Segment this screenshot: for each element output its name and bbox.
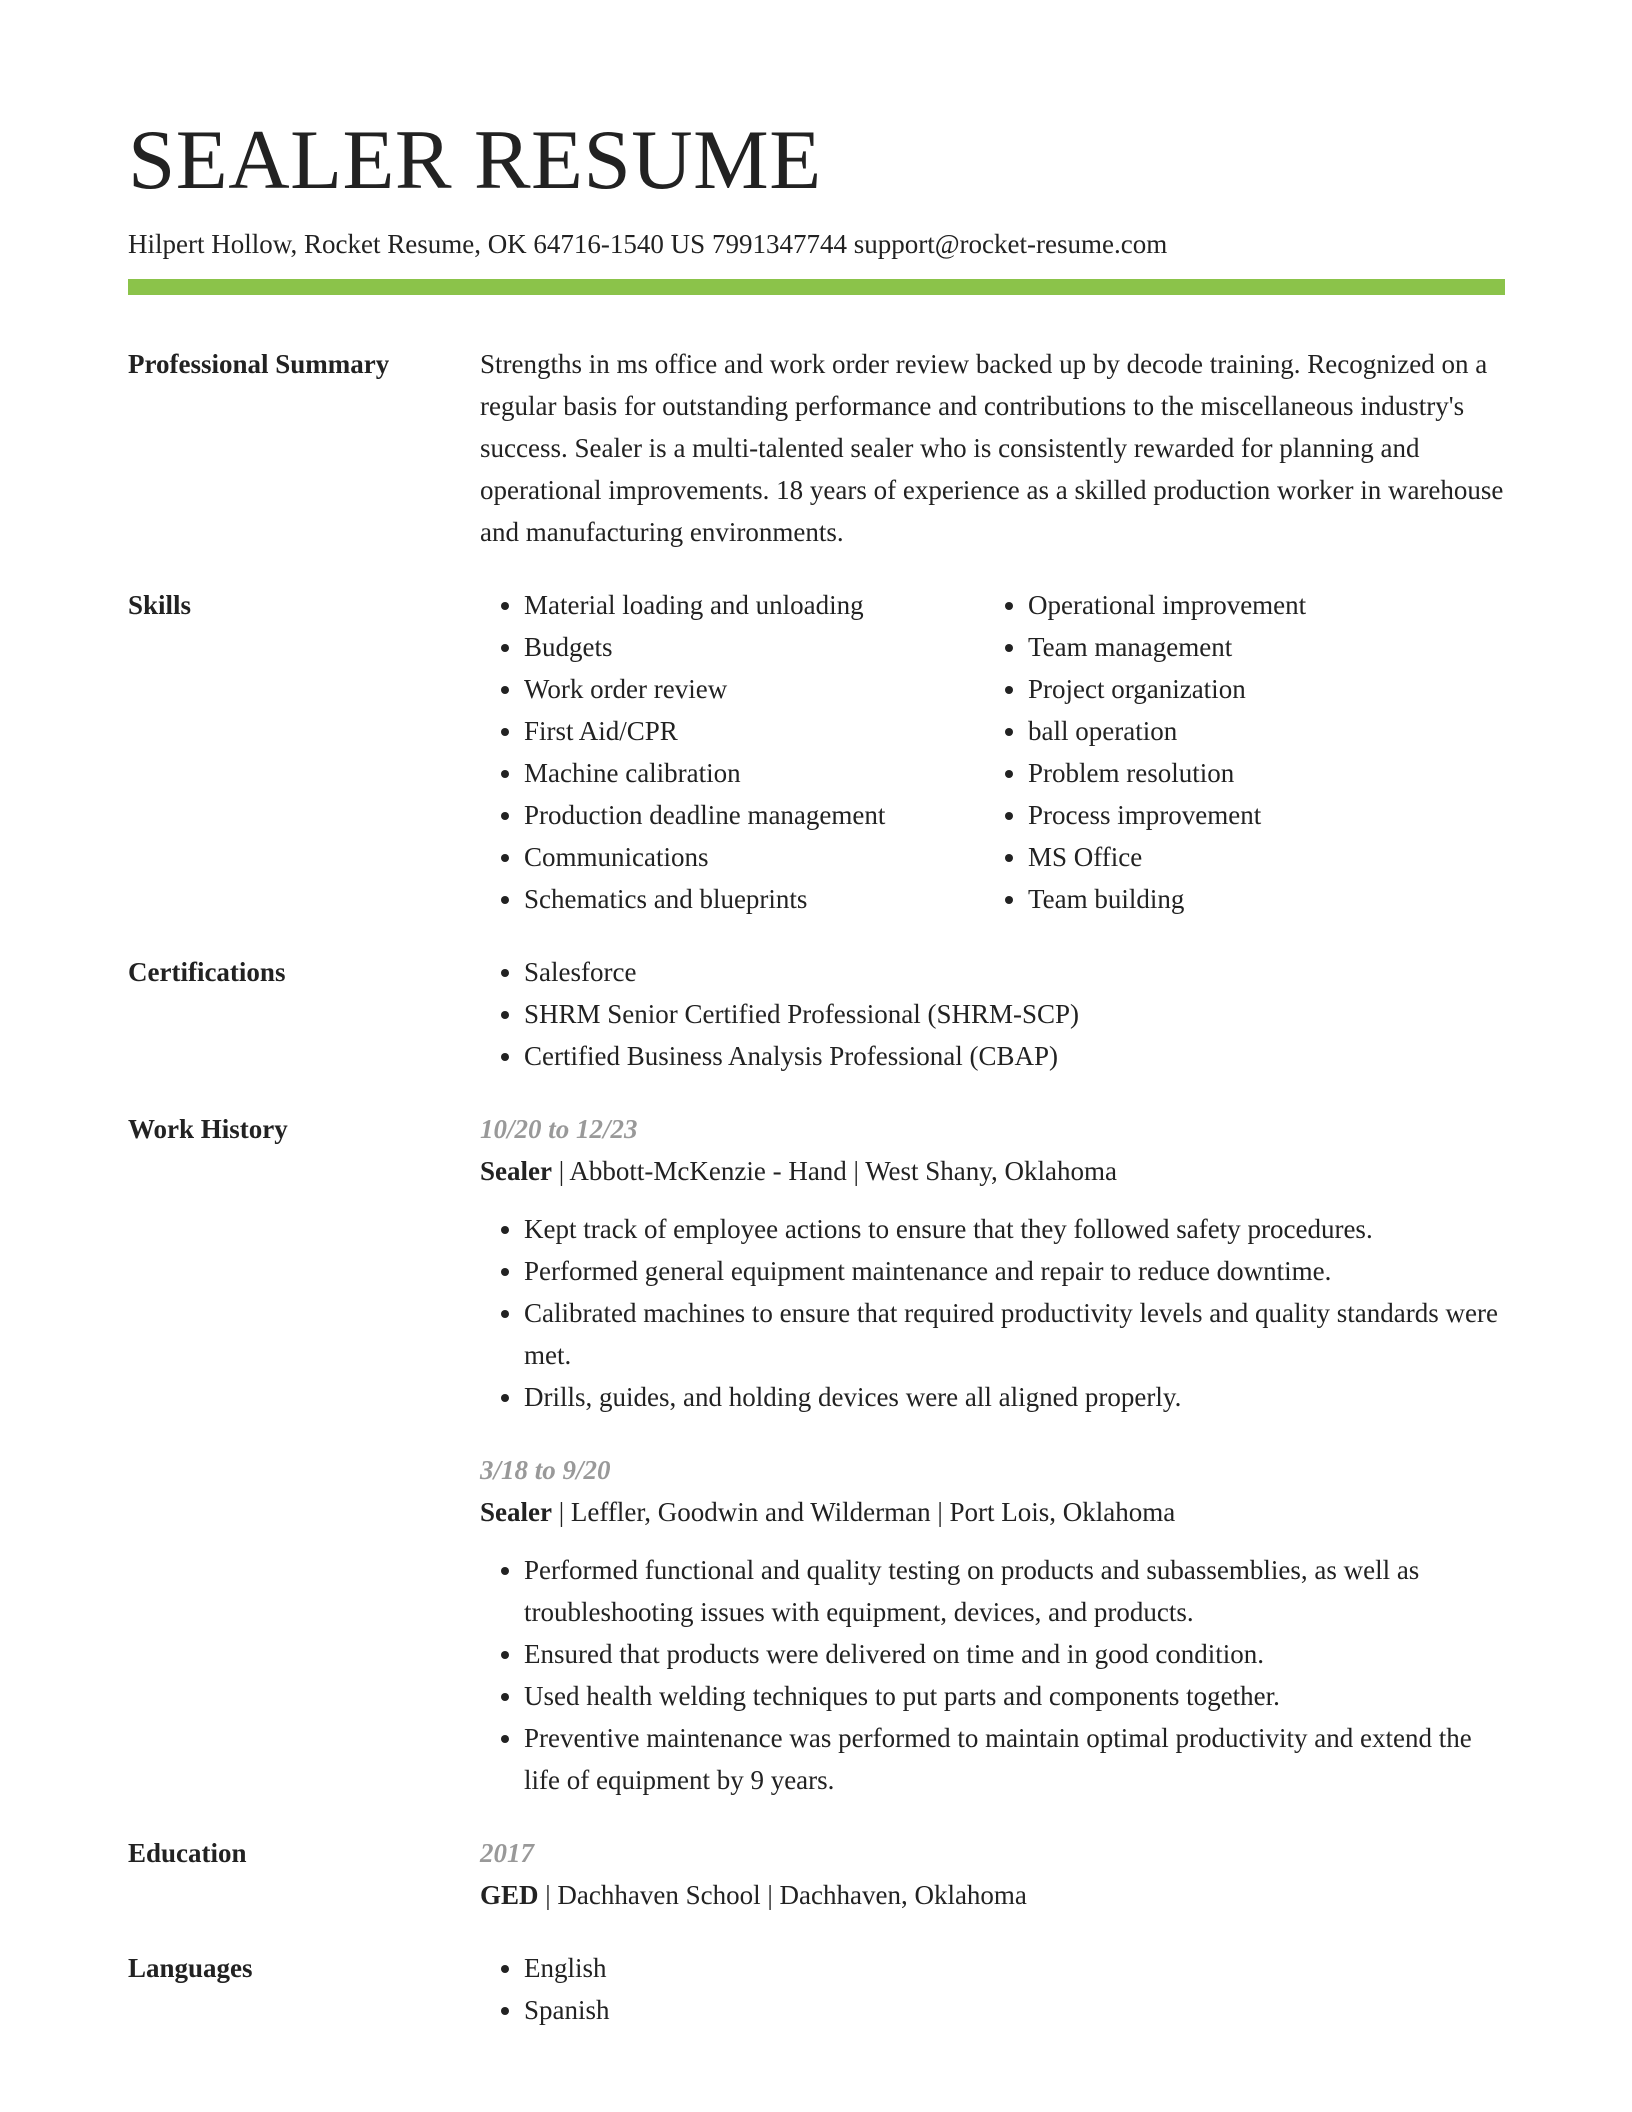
skill-item: • Problem resolution: [1028, 752, 1488, 794]
job-bullet: • Performed functional and quality testing on products and subassemblies, as well as troubleshooting issues with equipment, devices, and products.: [524, 1549, 1504, 1633]
skills-section: [128, 584, 1504, 920]
education-degree: GED: [480, 1880, 539, 1911]
contact-line: Hilpert Hollow, Rocket Resume, OK 64716-1540 US 7991347744 support@rocket-resume.com: [128, 229, 1168, 259]
skill-item: • First Aid/CPR: [524, 710, 984, 752]
job-title: Sealer: [480, 1156, 552, 1187]
skills-column-2: [984, 584, 1488, 920]
job-dates: 10/20 to 12/23: [480, 1114, 638, 1145]
job-bullet: • Ensured that products were delivered on time and in good condition.: [524, 1633, 1504, 1675]
education-year: 2017: [480, 1838, 534, 1869]
language-item: • Spanish: [524, 1989, 1504, 2031]
skill-item: • Team building: [1028, 878, 1488, 920]
skill-item: • Work order review: [524, 668, 984, 710]
job-bullet: • Used health welding techniques to put parts and components together.: [524, 1675, 1504, 1717]
job-details: | Abbott-McKenzie - Hand | West Shany, Oklahoma: [551, 1156, 1118, 1187]
job-heading: [480, 1150, 1504, 1192]
section-label-summary: Professional Summary: [128, 349, 390, 380]
job-entry: [480, 1449, 1504, 1801]
job-entry: [480, 1108, 1504, 1418]
job-dates: 3/18 to 9/20: [480, 1455, 611, 1486]
job-heading: [480, 1491, 1504, 1533]
section-label-education: Education: [128, 1838, 247, 1869]
header-divider: [128, 279, 1505, 295]
skill-item: • Material loading and unloading: [524, 584, 984, 626]
section-label-languages: Languages: [128, 1953, 253, 1984]
skill-item: • MS Office: [1028, 836, 1488, 878]
summary-section: [128, 343, 1504, 553]
skill-item: • Budgets: [524, 626, 984, 668]
section-label-work-history: Work History: [128, 1114, 288, 1145]
section-label-skills: Skills: [128, 590, 192, 621]
certification-item: • Salesforce: [524, 951, 1504, 993]
skill-item: • Machine calibration: [524, 752, 984, 794]
skill-item: • ball operation: [1028, 710, 1488, 752]
language-item: • English: [524, 1947, 1504, 1989]
section-label-certifications: Certifications: [128, 957, 286, 988]
work-history-section: [128, 1108, 1504, 1801]
job-details: | Leffler, Goodwin and Wilderman | Port Lois, Oklahoma: [551, 1497, 1176, 1528]
skill-item: • Production deadline management: [524, 794, 984, 836]
languages-section: [128, 1947, 1504, 2031]
skill-item: • Operational improvement: [1028, 584, 1488, 626]
resume-title: SEALER RESUME: [128, 113, 822, 207]
certification-item: • SHRM Senior Certified Professional (SHRM-SCP): [524, 993, 1504, 1035]
job-bullet: • Kept track of employee actions to ensure that they followed safety procedures.: [524, 1208, 1504, 1250]
certification-item: • Certified Business Analysis Professional (CBAP): [524, 1035, 1504, 1077]
education-details: | Dachhaven School | Dachhaven, Oklahoma: [538, 1880, 1027, 1911]
job-bullet: • Preventive maintenance was performed to maintain optimal productivity and extend the life of equipment by 9 years.: [524, 1717, 1504, 1801]
skills-column-1: [480, 584, 984, 920]
certifications-section: [128, 951, 1504, 1077]
education-section: [128, 1832, 1504, 1916]
job-bullet: • Calibrated machines to ensure that required productivity levels and quality standards were met.: [524, 1292, 1504, 1376]
education-heading: [480, 1874, 1504, 1916]
summary-text: Strengths in ms office and work order review backed up by decode training. Recognized on a regular basis for outstanding performance and contributions to the miscellaneous industry's success. Sealer is a multi-talented sealer who is consistently rewarded for planning and operational improvements. 18 years of experience as a skilled production worker in warehouse and manufacturing environments.: [480, 349, 1504, 548]
job-bullet: • Drills, guides, and holding devices were all aligned properly.: [524, 1376, 1504, 1418]
skill-item: • Process improvement: [1028, 794, 1488, 836]
skill-item: • Communications: [524, 836, 984, 878]
skill-item: • Team management: [1028, 626, 1488, 668]
job-bullet: • Performed general equipment maintenance and repair to reduce downtime.: [524, 1250, 1504, 1292]
job-title: Sealer: [480, 1497, 552, 1528]
skill-item: • Project organization: [1028, 668, 1488, 710]
skill-item: • Schematics and blueprints: [524, 878, 984, 920]
